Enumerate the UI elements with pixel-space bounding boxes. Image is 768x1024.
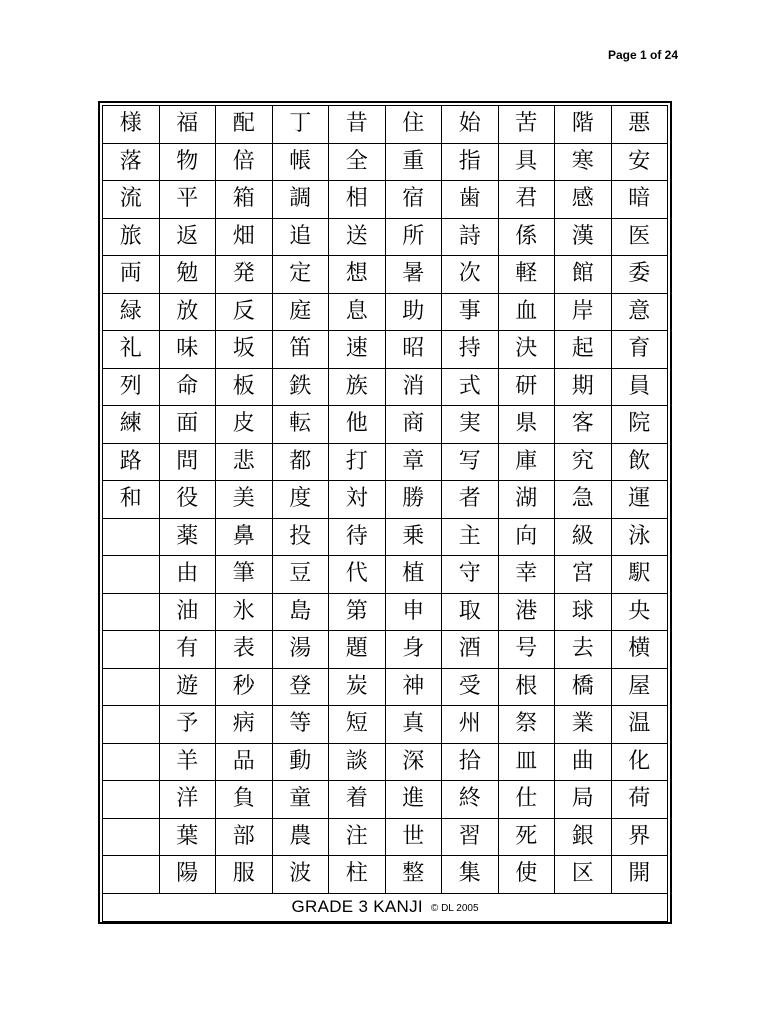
kanji-cell: 送: [329, 218, 386, 256]
kanji-cell: 血: [498, 293, 555, 331]
kanji-cell: 族: [329, 368, 386, 406]
kanji-cell: 柱: [329, 856, 386, 894]
kanji-cell: 注: [329, 818, 386, 856]
kanji-cell: 板: [216, 368, 273, 406]
kanji-cell: 悲: [216, 443, 273, 481]
empty-cell: [103, 668, 160, 706]
table-row: [103, 406, 668, 444]
table-row: [103, 443, 668, 481]
kanji-cell: 暗: [611, 181, 668, 219]
empty-cell: [103, 518, 160, 556]
kanji-cell: 央: [611, 593, 668, 631]
kanji-cell: 界: [611, 818, 668, 856]
kanji-cell: 礼: [103, 331, 160, 369]
kanji-cell: 運: [611, 481, 668, 519]
page-number: Page 1 of 24: [607, 48, 678, 62]
kanji-cell: 拾: [442, 743, 499, 781]
kanji-cell: 育: [611, 331, 668, 369]
kanji-cell: 遊: [159, 668, 216, 706]
kanji-cell: 配: [216, 106, 273, 144]
kanji-cell: 神: [385, 668, 442, 706]
kanji-cell: 秒: [216, 668, 273, 706]
kanji-cell: 部: [216, 818, 273, 856]
table-row: [103, 368, 668, 406]
kanji-cell: 炭: [329, 668, 386, 706]
table-row: [103, 518, 668, 556]
kanji-cell: 港: [498, 593, 555, 631]
kanji-table-body: [103, 106, 668, 894]
table-row: [103, 181, 668, 219]
kanji-cell: 化: [611, 743, 668, 781]
kanji-cell: 湯: [272, 631, 329, 669]
kanji-cell: 軽: [498, 256, 555, 294]
kanji-cell: 放: [159, 293, 216, 331]
table-row: [103, 631, 668, 669]
kanji-cell: 転: [272, 406, 329, 444]
kanji-cell: 橋: [555, 668, 612, 706]
kanji-cell: 庫: [498, 443, 555, 481]
empty-cell: [103, 818, 160, 856]
kanji-cell: 皮: [216, 406, 273, 444]
kanji-cell: 進: [385, 781, 442, 819]
kanji-cell: 待: [329, 518, 386, 556]
kanji-cell: 具: [498, 143, 555, 181]
kanji-cell: 宿: [385, 181, 442, 219]
kanji-cell: 真: [385, 706, 442, 744]
kanji-cell: 決: [498, 331, 555, 369]
kanji-cell: 横: [611, 631, 668, 669]
kanji-cell: 洋: [159, 781, 216, 819]
kanji-cell: 乗: [385, 518, 442, 556]
kanji-cell: 薬: [159, 518, 216, 556]
kanji-cell: 安: [611, 143, 668, 181]
kanji-cell: 係: [498, 218, 555, 256]
kanji-cell: 相: [329, 181, 386, 219]
kanji-cell: 区: [555, 856, 612, 894]
kanji-cell: 駅: [611, 556, 668, 594]
empty-cell: [103, 743, 160, 781]
kanji-cell: 定: [272, 256, 329, 294]
kanji-cell: 都: [272, 443, 329, 481]
table-row: [103, 781, 668, 819]
kanji-cell: 昔: [329, 106, 386, 144]
kanji-cell: 使: [498, 856, 555, 894]
kanji-cell: 実: [442, 406, 499, 444]
kanji-cell: 世: [385, 818, 442, 856]
kanji-cell: 受: [442, 668, 499, 706]
kanji-cell: 助: [385, 293, 442, 331]
kanji-cell: 動: [272, 743, 329, 781]
empty-cell: [103, 781, 160, 819]
kanji-cell: 島: [272, 593, 329, 631]
kanji-cell: 身: [385, 631, 442, 669]
kanji-cell: 福: [159, 106, 216, 144]
kanji-cell: 酒: [442, 631, 499, 669]
kanji-cell: 持: [442, 331, 499, 369]
table-row: [103, 218, 668, 256]
kanji-cell: 物: [159, 143, 216, 181]
kanji-cell: 農: [272, 818, 329, 856]
kanji-cell: 落: [103, 143, 160, 181]
kanji-cell: 羊: [159, 743, 216, 781]
kanji-cell: 研: [498, 368, 555, 406]
kanji-cell: 階: [555, 106, 612, 144]
kanji-cell: 州: [442, 706, 499, 744]
kanji-cell: 予: [159, 706, 216, 744]
kanji-sheet: [98, 101, 672, 924]
kanji-cell: 去: [555, 631, 612, 669]
kanji-cell: 根: [498, 668, 555, 706]
kanji-cell: 美: [216, 481, 273, 519]
kanji-cell: 期: [555, 368, 612, 406]
kanji-cell: 追: [272, 218, 329, 256]
kanji-cell: 終: [442, 781, 499, 819]
kanji-cell: 路: [103, 443, 160, 481]
kanji-cell: 問: [159, 443, 216, 481]
kanji-cell: 館: [555, 256, 612, 294]
kanji-cell: 深: [385, 743, 442, 781]
kanji-cell: 氷: [216, 593, 273, 631]
kanji-cell: 曲: [555, 743, 612, 781]
kanji-cell: 談: [329, 743, 386, 781]
kanji-cell: 庭: [272, 293, 329, 331]
table-row: [103, 743, 668, 781]
kanji-cell: 投: [272, 518, 329, 556]
kanji-cell: 打: [329, 443, 386, 481]
kanji-cell: 習: [442, 818, 499, 856]
kanji-cell: 練: [103, 406, 160, 444]
kanji-cell: 豆: [272, 556, 329, 594]
kanji-cell: 題: [329, 631, 386, 669]
kanji-cell: 調: [272, 181, 329, 219]
kanji-cell: 倍: [216, 143, 273, 181]
kanji-cell: 究: [555, 443, 612, 481]
kanji-cell: 皿: [498, 743, 555, 781]
kanji-cell: 主: [442, 518, 499, 556]
kanji-cell: 取: [442, 593, 499, 631]
kanji-cell: 坂: [216, 331, 273, 369]
kanji-cell: 指: [442, 143, 499, 181]
kanji-cell: 写: [442, 443, 499, 481]
kanji-cell: 局: [555, 781, 612, 819]
kanji-table: [102, 105, 668, 894]
kanji-cell: 向: [498, 518, 555, 556]
footer-copyright: © DL 2005: [430, 903, 479, 914]
footer-title: GRADE 3 KANJI: [291, 897, 423, 916]
kanji-cell: 短: [329, 706, 386, 744]
kanji-cell: 反: [216, 293, 273, 331]
kanji-cell: 筆: [216, 556, 273, 594]
kanji-cell: 速: [329, 331, 386, 369]
kanji-cell: 旅: [103, 218, 160, 256]
kanji-cell: 息: [329, 293, 386, 331]
kanji-cell: 由: [159, 556, 216, 594]
kanji-cell: 暑: [385, 256, 442, 294]
kanji-cell: 岸: [555, 293, 612, 331]
empty-cell: [103, 856, 160, 894]
table-row: [103, 556, 668, 594]
kanji-cell: 植: [385, 556, 442, 594]
kanji-cell: 苦: [498, 106, 555, 144]
kanji-cell: 章: [385, 443, 442, 481]
kanji-cell: 葉: [159, 818, 216, 856]
kanji-cell: 味: [159, 331, 216, 369]
kanji-cell: 悪: [611, 106, 668, 144]
kanji-cell: 君: [498, 181, 555, 219]
kanji-cell: 死: [498, 818, 555, 856]
kanji-cell: 油: [159, 593, 216, 631]
kanji-cell: 湖: [498, 481, 555, 519]
kanji-cell: 祭: [498, 706, 555, 744]
kanji-cell: 童: [272, 781, 329, 819]
kanji-cell: 対: [329, 481, 386, 519]
kanji-cell: 面: [159, 406, 216, 444]
table-row: [103, 293, 668, 331]
kanji-cell: 開: [611, 856, 668, 894]
kanji-cell: 申: [385, 593, 442, 631]
kanji-cell: 感: [555, 181, 612, 219]
kanji-cell: 丁: [272, 106, 329, 144]
kanji-cell: 始: [442, 106, 499, 144]
kanji-cell: 幸: [498, 556, 555, 594]
empty-cell: [103, 631, 160, 669]
kanji-cell: 発: [216, 256, 273, 294]
table-row: [103, 706, 668, 744]
kanji-cell: 漢: [555, 218, 612, 256]
table-row: [103, 106, 668, 144]
kanji-cell: 等: [272, 706, 329, 744]
empty-cell: [103, 706, 160, 744]
kanji-cell: 陽: [159, 856, 216, 894]
kanji-cell: 医: [611, 218, 668, 256]
kanji-cell: 想: [329, 256, 386, 294]
kanji-cell: 所: [385, 218, 442, 256]
kanji-cell: 急: [555, 481, 612, 519]
kanji-cell: 有: [159, 631, 216, 669]
kanji-cell: 緑: [103, 293, 160, 331]
table-row: [103, 818, 668, 856]
kanji-cell: 表: [216, 631, 273, 669]
kanji-cell: 代: [329, 556, 386, 594]
kanji-cell: 服: [216, 856, 273, 894]
kanji-cell: 帳: [272, 143, 329, 181]
kanji-cell: 役: [159, 481, 216, 519]
table-row: [103, 331, 668, 369]
table-row: [103, 481, 668, 519]
kanji-cell: 仕: [498, 781, 555, 819]
kanji-cell: 守: [442, 556, 499, 594]
kanji-cell: 事: [442, 293, 499, 331]
kanji-cell: 員: [611, 368, 668, 406]
kanji-cell: 両: [103, 256, 160, 294]
kanji-cell: 者: [442, 481, 499, 519]
kanji-cell: 住: [385, 106, 442, 144]
kanji-cell: 勉: [159, 256, 216, 294]
table-row: [103, 256, 668, 294]
kanji-cell: 登: [272, 668, 329, 706]
kanji-cell: 客: [555, 406, 612, 444]
kanji-cell: 病: [216, 706, 273, 744]
kanji-cell: 整: [385, 856, 442, 894]
kanji-cell: 球: [555, 593, 612, 631]
kanji-cell: 集: [442, 856, 499, 894]
sheet-footer: [102, 894, 668, 922]
table-row: [103, 593, 668, 631]
kanji-cell: 宮: [555, 556, 612, 594]
kanji-cell: 起: [555, 331, 612, 369]
kanji-cell: 畑: [216, 218, 273, 256]
kanji-cell: 院: [611, 406, 668, 444]
kanji-cell: 第: [329, 593, 386, 631]
kanji-cell: 負: [216, 781, 273, 819]
kanji-cell: 平: [159, 181, 216, 219]
kanji-cell: 消: [385, 368, 442, 406]
kanji-cell: 箱: [216, 181, 273, 219]
kanji-cell: 命: [159, 368, 216, 406]
kanji-cell: 歯: [442, 181, 499, 219]
kanji-cell: 級: [555, 518, 612, 556]
kanji-cell: 重: [385, 143, 442, 181]
kanji-cell: 委: [611, 256, 668, 294]
kanji-cell: 寒: [555, 143, 612, 181]
empty-cell: [103, 556, 160, 594]
kanji-cell: 銀: [555, 818, 612, 856]
kanji-cell: 意: [611, 293, 668, 331]
kanji-cell: 着: [329, 781, 386, 819]
empty-cell: [103, 593, 160, 631]
kanji-cell: 屋: [611, 668, 668, 706]
kanji-cell: 荷: [611, 781, 668, 819]
kanji-cell: 業: [555, 706, 612, 744]
kanji-cell: 温: [611, 706, 668, 744]
kanji-cell: 昭: [385, 331, 442, 369]
kanji-cell: 商: [385, 406, 442, 444]
kanji-cell: 全: [329, 143, 386, 181]
kanji-cell: 県: [498, 406, 555, 444]
kanji-cell: 笛: [272, 331, 329, 369]
kanji-cell: 列: [103, 368, 160, 406]
kanji-cell: 他: [329, 406, 386, 444]
kanji-cell: 鉄: [272, 368, 329, 406]
kanji-cell: 和: [103, 481, 160, 519]
kanji-cell: 度: [272, 481, 329, 519]
kanji-cell: 泳: [611, 518, 668, 556]
table-row: [103, 143, 668, 181]
kanji-cell: 様: [103, 106, 160, 144]
kanji-cell: 号: [498, 631, 555, 669]
kanji-cell: 鼻: [216, 518, 273, 556]
kanji-cell: 式: [442, 368, 499, 406]
kanji-cell: 流: [103, 181, 160, 219]
kanji-cell: 品: [216, 743, 273, 781]
kanji-cell: 返: [159, 218, 216, 256]
kanji-cell: 勝: [385, 481, 442, 519]
kanji-cell: 飲: [611, 443, 668, 481]
table-row: [103, 856, 668, 894]
kanji-cell: 詩: [442, 218, 499, 256]
table-row: [103, 668, 668, 706]
kanji-cell: 波: [272, 856, 329, 894]
kanji-cell: 次: [442, 256, 499, 294]
